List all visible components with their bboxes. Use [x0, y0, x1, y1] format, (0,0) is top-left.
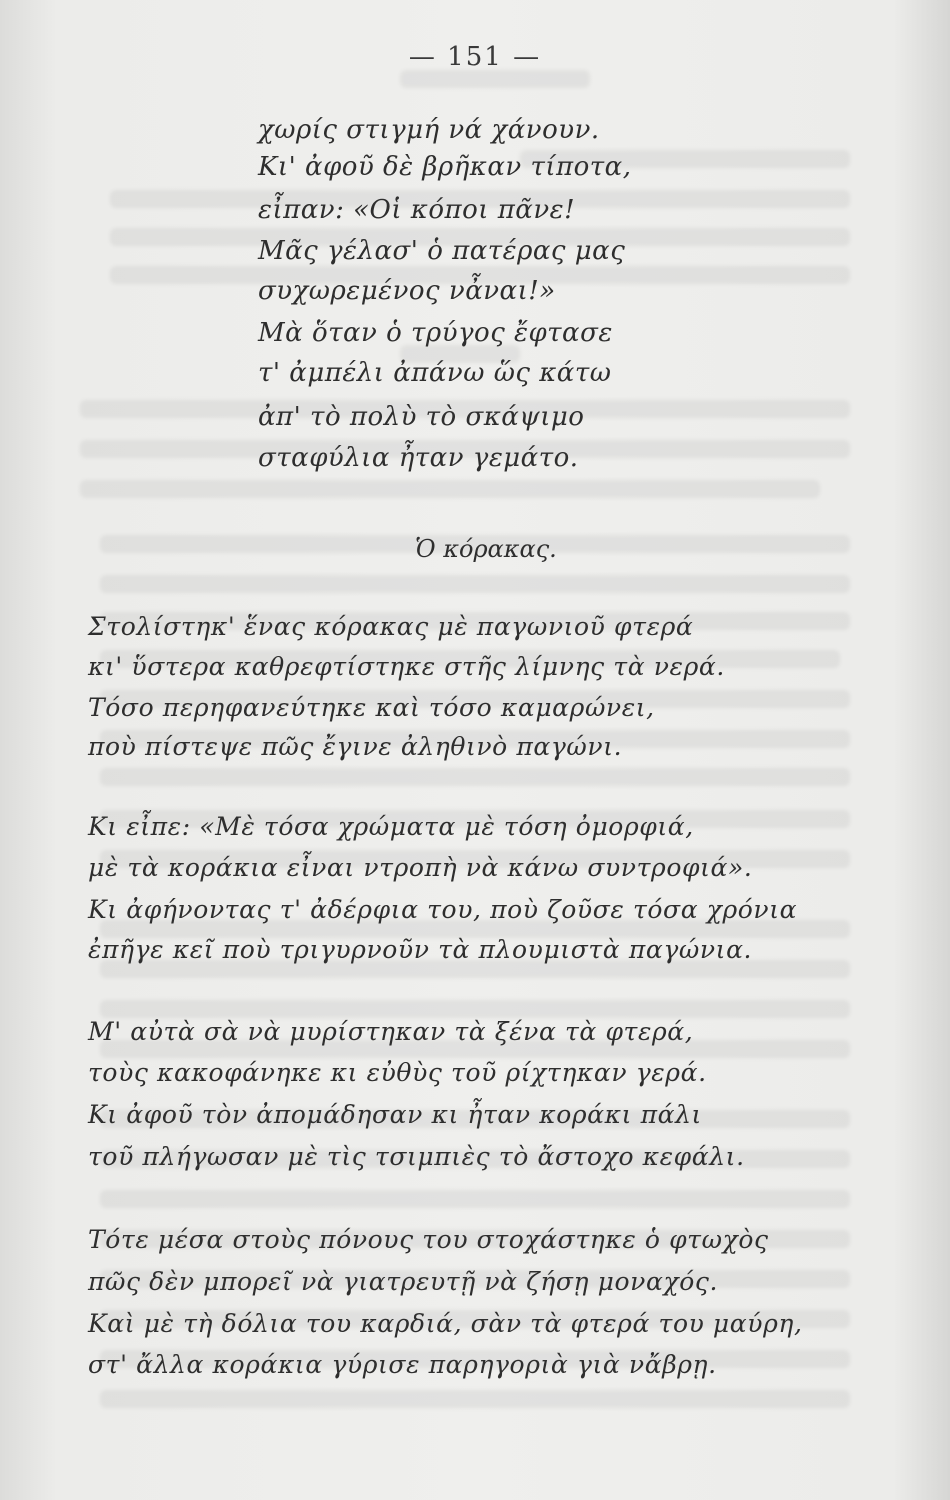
verse-line: Τότε μέσα στοὺς πόνους του στοχάστηκε ὁ φτωχὸς [88, 1225, 769, 1254]
verse-line: πῶς δὲν μπορεῖ νὰ γιατρευτῇ νὰ ζήσῃ μοναχός. [88, 1267, 718, 1296]
verse-line: τοὺς κακοφάνηκε κι εὐθὺς τοῦ ρίχτηκαν γερά. [88, 1058, 707, 1087]
verse-line: Τόσο περηφανεύτηκε καὶ τόσο καμαρώνει, [88, 693, 655, 722]
verse-line: Μ' αὐτὰ σὰ νὰ μυρίστηκαν τὰ ξένα τὰ φτερά, [88, 1017, 694, 1046]
verse-line: Καὶ μὲ τὴ δόλια του καρδιά, σὰν τὰ φτερά του μαύρη, [88, 1309, 803, 1338]
verse-line: ἀπ' τὸ πολὺ τὸ σκάψιμο [258, 402, 585, 432]
verse-line: συχωρεμένος νἆναι!» [258, 276, 556, 306]
verse-line: Κι εἶπε: «Μὲ τόσα χρώματα μὲ τόση ὀμορφιά, [88, 812, 694, 841]
verse-line: Μᾶς γέλασ' ὁ πατέρας μας [258, 236, 626, 266]
verse-line: στ' ἄλλα κοράκια γύρισε παρηγοριὰ γιὰ νἄβρῃ. [88, 1350, 717, 1379]
verse-line: ἐπῆγε κεῖ ποὺ τριγυρνοῦν τὰ πλουμιστὰ παγώνια. [88, 935, 753, 964]
verse-line: τοῦ πλήγωσαν μὲ τὶς τσιμπιὲς τὸ ἄστοχο κεφάλι. [88, 1142, 745, 1171]
verse-line: Στολίστηκ' ἕνας κόρακας μὲ παγωνιοῦ φτερά [88, 612, 694, 641]
verse-line: εἶπαν: «Οἱ κόποι πᾶνε! [258, 195, 576, 225]
verse-line: Κι ἀφοῦ τὸν ἀπομάδησαν κι ἦταν κοράκι πάλι [88, 1100, 702, 1129]
verse-line: Κι ἀφήνοντας τ' ἀδέρφια του, ποὺ ζοῦσε τόσα χρόνια [88, 895, 798, 924]
poem-title: Ὁ κόρακας. [415, 535, 557, 563]
verse-line: τ' ἀμπέλι ἀπάνω ὥς κάτω [258, 358, 612, 388]
verse-line: κι' ὕστερα καθρεφτίστηκε στῆς λίμνης τὰ νερά. [88, 652, 725, 681]
verse-line: Μὰ ὅταν ὁ τρύγος ἔφτασε [258, 318, 613, 348]
verse-line: σταφύλια ἦταν γεμάτο. [258, 443, 579, 473]
verse-line: Κι' ἀφοῦ δὲ βρῆκαν τίποτα, [258, 152, 632, 182]
verse-line: χωρίς στιγμή νά χάνουν. [258, 115, 600, 145]
page-number: — 151 — [408, 42, 542, 72]
verse-line: ποὺ πίστεψε πῶς ἔγινε ἀληθινὸ παγώνι. [88, 732, 623, 761]
verse-line: μὲ τὰ κοράκια εἶναι ντροπὴ νὰ κάνω συντροφιά». [88, 853, 753, 882]
